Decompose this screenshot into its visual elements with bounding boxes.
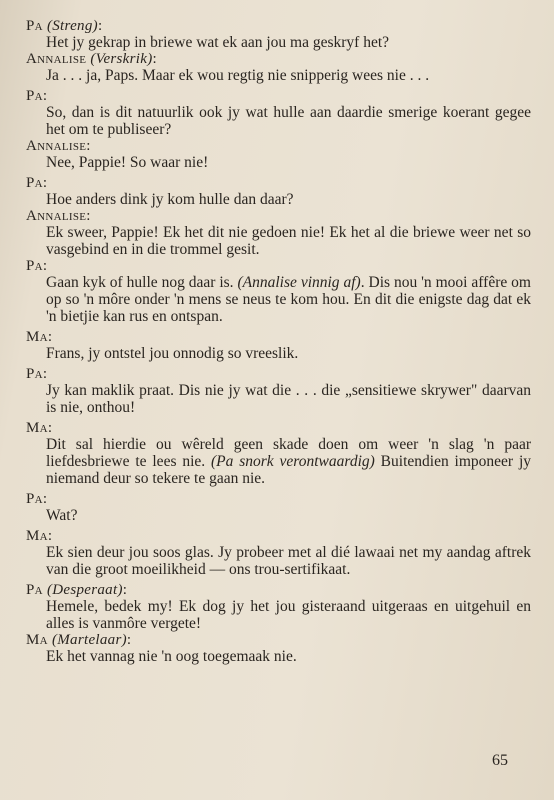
page-number: 65 xyxy=(492,752,508,769)
stage-direction: (Verskrik) xyxy=(90,51,153,67)
speaker-label xyxy=(26,258,536,274)
line-text: Gaan kyk of hulle nog daar is. xyxy=(46,274,238,291)
speaker-label xyxy=(26,51,536,67)
dialogue-entry xyxy=(26,420,536,487)
colon: : xyxy=(47,329,53,345)
speaker-label xyxy=(26,420,536,436)
line-text: Dit sal hierdie ou wêreld geen skade doen om weer 'n slag 'n paar liefdesbriewe te lees nie. xyxy=(46,436,531,470)
stage-direction: (Martelaar) xyxy=(51,632,127,648)
dialogue-entry xyxy=(26,491,536,524)
colon: : xyxy=(152,51,157,67)
speaker-name: Pa xyxy=(26,258,43,274)
speaker-name: Annalise xyxy=(26,138,87,154)
speaker-name: Ma xyxy=(26,632,48,648)
speaker-name: Ma xyxy=(26,420,48,436)
dialogue-entry xyxy=(26,88,536,138)
speaker-name: Pa xyxy=(26,491,43,507)
dialogue-entry xyxy=(26,329,536,362)
colon: : xyxy=(122,582,128,598)
dialogue-line: Frans, jy ontstel jou onnodig so vreeslik. xyxy=(46,345,299,362)
dialogue-line: Ek sien deur jou soos glas. Jy probeer met al dié lawaai net my aandag aftrek van die groot moeilikheid — ons trou-sertifikaat. xyxy=(46,544,531,578)
dialogue-line: Ek sweer, Pappie! Ek het dit nie gedoen nie! Ek het al die briewe weer net so vasgebind en in die trommel gesit. xyxy=(46,224,531,258)
speaker-name: Pa xyxy=(26,88,43,104)
colon: : xyxy=(86,208,91,224)
speaker-label xyxy=(26,208,536,224)
dialogue-entry xyxy=(26,208,536,258)
speaker-name: Ma xyxy=(26,329,48,345)
dialogue-entry xyxy=(26,258,536,325)
dialogue-entry xyxy=(26,582,536,632)
colon: : xyxy=(47,420,53,436)
speaker-label xyxy=(26,632,536,648)
colon: : xyxy=(86,138,91,154)
speaker-label xyxy=(26,175,536,191)
line-text: Buitendien imponeer jy niemand deur so tekere te gaan nie. xyxy=(46,453,531,487)
dialogue-line xyxy=(46,436,531,487)
colon: : xyxy=(97,18,103,34)
dialogue-entry xyxy=(26,51,536,84)
colon: : xyxy=(42,366,48,382)
speaker-label xyxy=(26,582,536,598)
colon: : xyxy=(42,258,48,274)
speaker-name: Pa xyxy=(26,175,43,191)
dialogue-entry xyxy=(26,528,536,578)
dialogue-line: Ja . . . ja, Paps. Maar ek wou regtig nie snipperig wees nie . . . xyxy=(46,67,430,84)
stage-direction: (Annalise vinnig af) xyxy=(237,274,361,291)
dialogue-line: Hemele, bedek my! Ek dog jy het jou gisteraand uitgeraas en uitgehuil en alles is vanmôre vergete! xyxy=(46,598,531,632)
dialogue-line: So, dan is dit natuurlik ook jy wat hulle aan daardie smerige koerant gegee het om te publiseer? xyxy=(46,104,531,138)
speaker-label xyxy=(26,528,536,544)
stage-direction: (Streng) xyxy=(46,18,98,34)
dialogue-line: Het jy gekrap in briewe wat ek aan jou ma geskryf het? xyxy=(46,34,390,51)
speaker-name: Pa xyxy=(26,366,43,382)
dialogue-line: Hoe anders dink jy kom hulle dan daar? xyxy=(46,191,294,208)
colon: : xyxy=(42,88,48,104)
dialogue-entry xyxy=(26,175,536,208)
colon: : xyxy=(42,175,48,191)
speaker-name: Pa xyxy=(26,18,43,34)
speaker-name: Ma xyxy=(26,528,48,544)
dialogue-entry xyxy=(26,18,536,51)
dialogue-line: Wat? xyxy=(46,507,78,524)
colon: : xyxy=(42,491,48,507)
speaker-label xyxy=(26,18,536,34)
dialogue-line: Nee, Pappie! So waar nie! xyxy=(46,154,209,171)
colon: : xyxy=(47,528,53,544)
stage-direction: (Desperaat) xyxy=(46,582,123,598)
dialogue-entry xyxy=(26,632,536,665)
dialogue-line: Ek het vannag nie 'n oog toegemaak nie. xyxy=(46,648,297,665)
colon: : xyxy=(126,632,132,648)
speaker-label xyxy=(26,329,536,345)
speaker-name: Annalise xyxy=(26,208,87,224)
dialogue-line: Jy kan maklik praat. Dis nie jy wat die . . . die „sensitiewe skrywer" daarvan is nie, onthou! xyxy=(46,382,531,416)
speaker-label xyxy=(26,138,536,154)
line-text: . Dis nou 'n mooi affêre om op so 'n môre onder 'n mens se neus te kom hou. En dit die enigste dag dat ek 'n bietjie kan rus en ontspan. xyxy=(46,274,531,325)
dialogue-entry xyxy=(26,366,536,416)
speaker-name: Annalise xyxy=(26,51,87,67)
stage-direction: (Pa snork verontwaardig) xyxy=(211,453,375,470)
speaker-label xyxy=(26,88,536,104)
dialogue-entry xyxy=(26,138,536,171)
dialogue-line xyxy=(46,274,531,325)
speaker-label xyxy=(26,366,536,382)
speaker-name: Pa xyxy=(26,582,43,598)
play-script xyxy=(26,18,536,665)
speaker-label xyxy=(26,491,536,507)
